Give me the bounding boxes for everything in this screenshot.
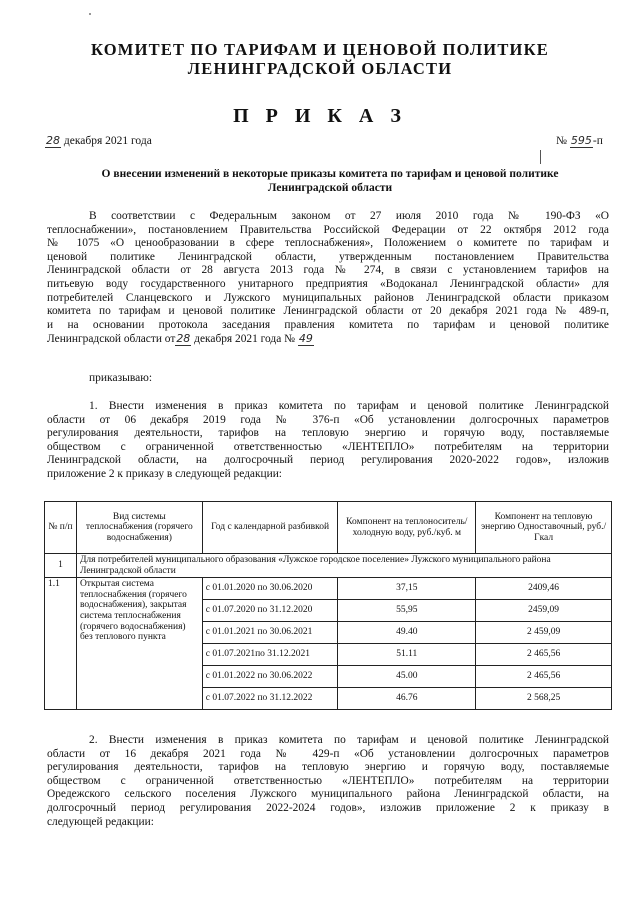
preamble-line: № 1075 «О ценообразовании в сфере теплоснабжения», Положением о комитете по тарифам и (47, 237, 609, 250)
item1-line: приложение 2 к приказу в следующей редакции: (47, 467, 282, 480)
preamble-line: ценовой политике Ленинградской области, утвержденным постановлением Правительства (47, 250, 609, 263)
header-system: Вид системы теплоснабжения (горячего водоснабжения) (76, 502, 202, 554)
order-subject (60, 167, 600, 195)
item1-line: Ленинградской области, на долгосрочный период регулирования 2020-2022 годов», изложив (47, 454, 609, 467)
table-section-row (45, 554, 612, 578)
item1-paragraph (47, 400, 609, 482)
period-cell: с 01.07.2020 по 31.12.2020 (202, 600, 338, 622)
order-date (45, 134, 152, 147)
preamble-line: В соответствии с Федеральным законом от 27 июля 2010 года № 190-ФЗ «О (89, 210, 609, 222)
preamble-line: Ленинградской области от28 декабря 2021 года № 49 (47, 332, 313, 346)
committee-name-line1: КОМИТЕТ ПО ТАРИФАМ И ЦЕНОВОЙ ПОЛИТИКЕ (91, 40, 549, 59)
item2-line: обществом с ограниченной ответственностью «ЛЕНТЕПЛО» потребителям на территории (47, 774, 609, 787)
item2-paragraph (47, 734, 609, 829)
preamble-paragraph (47, 210, 609, 347)
item2-line: регулирования деятельности, тарифов на тепловую энергию и горячую воду, поставляемые (47, 761, 609, 774)
scan-speck (89, 13, 91, 15)
preamble-line: и на основании протокола заседания правления комитета по тарифам и ценовой политике (47, 318, 609, 331)
committee-name-line2: ЛЕНИНГРАДСКОЙ ОБЛАСТИ (187, 59, 453, 78)
heat-cell: 2 465,56 (476, 666, 612, 688)
order-date-text: декабря 2021 года (63, 135, 152, 147)
header-num: № п/п (45, 502, 77, 554)
item1-line: обществом с ограниченной ответственностью «ЛЕНТЕПЛО» потребителям на территории (47, 440, 609, 453)
item2-line: 2. Внести изменения в приказ комитета по тарифам и ценовой политике Ленинградской (89, 734, 609, 746)
header-period: Год с календарной разбивкой (202, 502, 338, 554)
order-number (556, 134, 603, 147)
section-text: Для потребителей муниципального образования «Лужское городское поселение» Лужского муниципального района Ленинградской области (76, 554, 611, 578)
period-cell: с 01.07.2022 по 31.12.2022 (202, 688, 338, 710)
water-cell: 49.40 (338, 622, 476, 644)
document-title: П Р И К А З (233, 105, 407, 127)
subject-line: О внесении изменений в некоторые приказы комитета по тарифам и ценовой политике (101, 168, 559, 180)
water-cell: 55,95 (338, 600, 476, 622)
item2-line: долгосрочный период регулирования 2022-2024 годов», изложив приложение 2 к приказу в (47, 801, 609, 814)
water-cell: 45.00 (338, 666, 476, 688)
period-cell: с 01.01.2021 по 30.06.2021 (202, 622, 338, 644)
item2-line: области от 16 декабря 2021 года № 429-п «Об установлении долгосрочных параметров (47, 747, 609, 760)
handwritten-day: 28 (46, 134, 60, 147)
handwritten-protocol-number: 49 (298, 332, 313, 346)
preamble-line: питьевую воду государственного унитарного предприятия «Водоканал Ленинградской области» для (47, 277, 609, 290)
item1-line: 1. Внести изменения в приказ комитета по тарифам и ценовой политике Ленинградской (89, 400, 609, 412)
section-num: 1 (45, 554, 77, 578)
header-water: Компонент на теплоноситель/холодную воду, руб./куб. м (338, 502, 476, 554)
header-heat: Компонент на тепловую энергию Одноставочный, руб./Гкал (476, 502, 612, 554)
heat-cell: 2 465,56 (476, 644, 612, 666)
preamble-line: Ленинградской области от 28 августа 2013 года № 274, в связи с установлением тарифов на (47, 264, 609, 277)
item1-line: регулирования деятельности, тарифов на тепловую энергию и горячую воду, поставляемые (47, 427, 609, 440)
period-cell: с 01.01.2020 по 30.06.2020 (202, 578, 338, 600)
handwritten-number: 595 (570, 134, 592, 147)
group-system: Открытая система теплоснабжения (горячего водоснабжения), закрытая система теплоснабжения (горячего водоснабжения) без теплового пункта (76, 578, 202, 710)
period-cell: с 01.07.2021по 31.12.2021 (202, 644, 338, 666)
tariff-table (44, 501, 612, 710)
period-cell: с 01.01.2022 по 30.06.2022 (202, 666, 338, 688)
item2-line: следующей редакции: (47, 815, 154, 828)
heat-cell: 2459,09 (476, 600, 612, 622)
table-row (45, 578, 612, 600)
preamble-line: комитета по тарифам и ценовой политике Ленинградской области от 20 декабря 2021 года № 489-п, (47, 305, 609, 318)
water-cell: 46.76 (338, 688, 476, 710)
water-cell: 37,15 (338, 578, 476, 600)
preamble-line: теплоснабжении», постановлением Правительства Российской Федерации от 22 октября 2012 года (47, 223, 609, 236)
pen-mark (540, 150, 541, 164)
handwritten-protocol-day: 28 (176, 332, 191, 346)
number-suffix: -п (592, 135, 603, 147)
subject-line: Ленинградской области (267, 182, 393, 194)
heat-cell: 2 568,25 (476, 688, 612, 710)
water-cell: 51.11 (338, 644, 476, 666)
item1-line: области от 06 декабря 2019 года № 376-п «Об установлении долгосрочных параметров (47, 413, 609, 426)
order-word: приказываю: (89, 372, 153, 384)
table-header-row (45, 502, 612, 554)
group-num: 1.1 (45, 578, 77, 710)
heat-cell: 2409,46 (476, 578, 612, 600)
number-sign: № (556, 135, 567, 147)
heat-cell: 2 459,09 (476, 622, 612, 644)
preamble-line: потребителей Сланцевского и Лужского муниципальных районов Ленинградской области приказом (47, 291, 609, 304)
item2-line: Оредежского сельского поселения Лужского муниципального района Ленинградской области, на (47, 788, 609, 801)
